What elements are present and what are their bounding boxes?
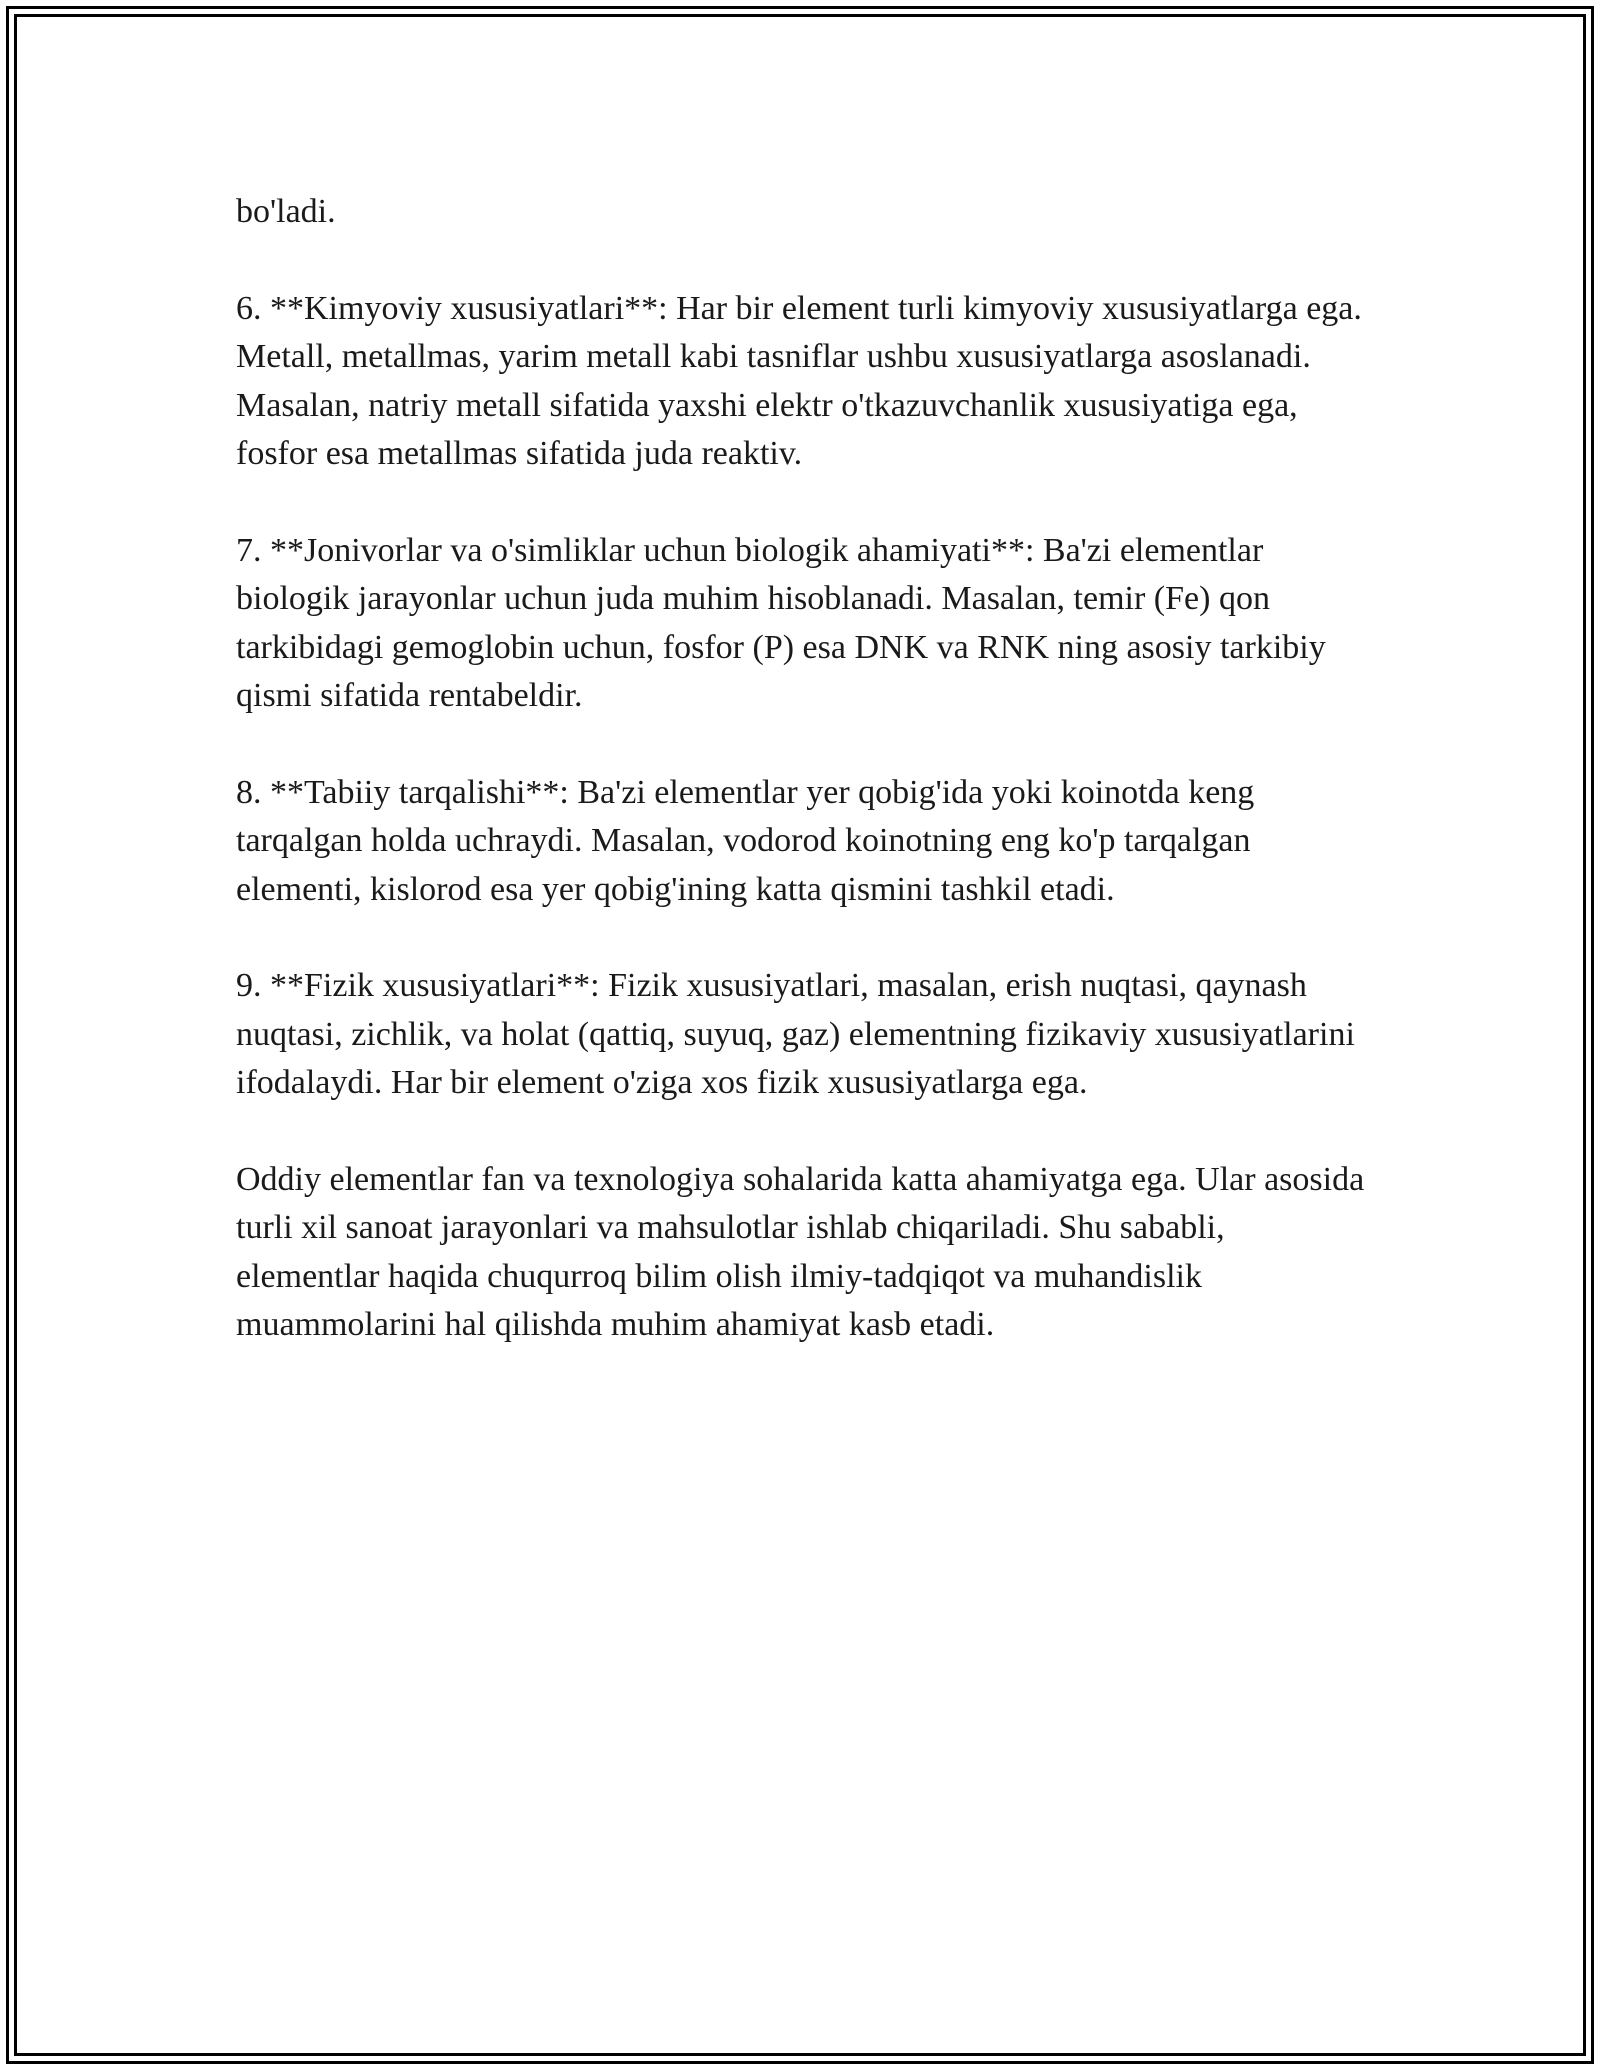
paragraph-biological-importance: 7. **Jonivorlar va o'simliklar uchun biologik ahamiyati**: Ba'zi elementlar biologik jarayonlar uchun juda muhim hisoblanadi. Masalan, temir (Fe) qon tarkibidagi gemoglobin uchun, fosfor (P) esa DNK va RNK ning asosiy tarkibiy qismi sifatida rentabeldir. bbox=[236, 531, 1326, 714]
paragraph-chemical-properties: 6. **Kimyoviy xususiyatlari**: Har bir element turli kimyoviy xususiyatlarga ega. Metall, metallmas, yarim metall kabi tasniflar ushbu xususiyatlarga asoslanadi. Masalan, natriy metall sifatida yaxshi elektr o'tkazuvchanlik xususiyatiga ega, fosfor esa metallmas sifatida juda reaktiv. bbox=[236, 289, 1362, 472]
paragraph-physical-properties: 9. **Fizik xususiyatlari**: Fizik xususiyatlari, masalan, erish nuqtasi, qaynash nuqtasi, zichlik, va holat (qattiq, suyuq, gaz) elementning fizikaviy xususiyatlarini ifodalaydi. Har bir element o'ziga xos fizik xususiyatlarga ega. bbox=[236, 967, 1355, 1101]
paragraph-natural-distribution: 8. **Tabiiy tarqalishi**: Ba'zi elementlar yer qobig'ida yoki koinotda keng tarqalgan holda uchraydi. Masalan, vodorod koinotning eng ko'p tarqalgan elementi, kislorod esa yer qobig'ining katta qismini tashkil etadi. bbox=[236, 773, 1255, 908]
paragraph-conclusion: Oddiy elementlar fan va texnologiya sohalarida katta ahamiyatga ega. Ular asosida turli xil sanoat jarayonlari va mahsulotlar ishlab chiqariladi. Shu sababli, elementlar haqida chuqurroq bilim olish ilmiy-tadqiqot va muhandislik muammolarini hal qilishda muhim ahamiyat kasb etadi. bbox=[236, 1160, 1365, 1343]
document-body bbox=[236, 188, 1366, 1350]
paragraph-continuation: bo'ladi. bbox=[236, 193, 336, 230]
